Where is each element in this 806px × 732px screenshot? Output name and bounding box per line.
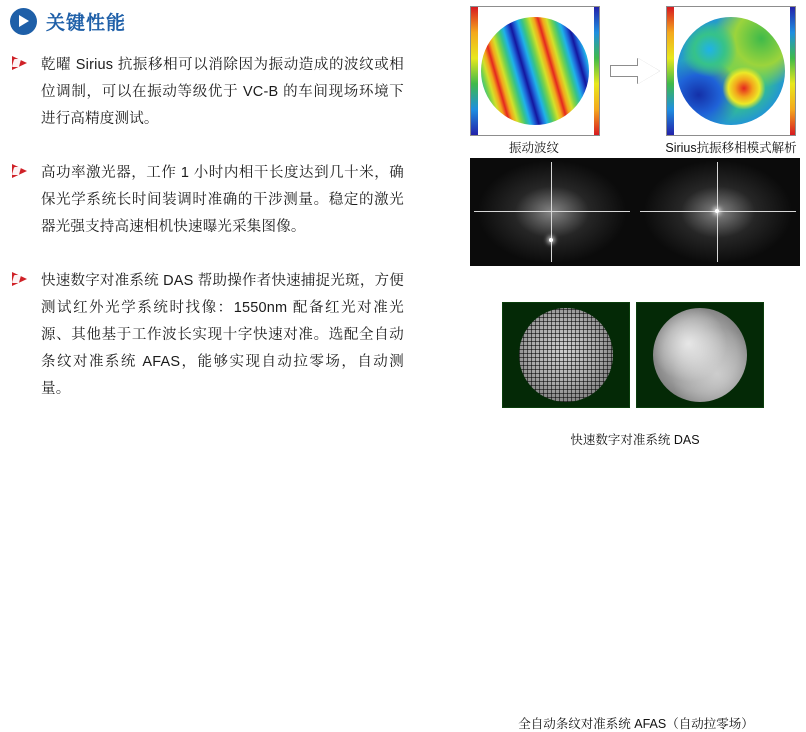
list-item (12, 160, 404, 241)
color-scale-bar (594, 7, 599, 135)
alignment-spot (549, 238, 553, 242)
page-title: 关键性能 (46, 13, 127, 34)
alignment-spot (715, 209, 719, 213)
bullet-text: 快速数字对准系统 DAS 帮助操作者快速捕捉光斑，方便测试红外光学系统时找像：1550nm 配备红光对准光源、其他基于工作波长实现十字快速对准。选配全自动条纹对准系统 AFAS，能够实现自动拉零场，自动测量。 (41, 273, 404, 397)
null-field-pattern (653, 308, 747, 402)
list-item (12, 268, 404, 403)
vibration-fringe-image (470, 6, 600, 136)
color-scale-bar (790, 7, 795, 135)
section-header (10, 8, 126, 35)
bullet-text: 乾曜 Sirius 抗振移相可以消除因为振动造成的波纹或相位调制，可以在振动等级优于 VC-B 的车间现场环境下进行高精度测试。 (41, 57, 404, 127)
play-triangle-icon (10, 8, 37, 35)
red-arrow-bullet-icon (12, 271, 33, 287)
vibration-fringes-figure (470, 6, 800, 155)
figure-caption: 快速数字对准系统 DAS (570, 433, 700, 447)
das-image-right (636, 158, 800, 266)
dense-fringe-pattern (519, 308, 613, 402)
red-arrow-bullet-icon (12, 163, 33, 179)
figure-caption: Sirius抗振移相模式解析 (665, 141, 797, 155)
das-image (470, 158, 800, 266)
surface-map (677, 17, 785, 125)
sirius-resolved-image (666, 6, 796, 136)
color-scale-bar (471, 7, 478, 135)
figure-caption: 振动波纹 (508, 141, 559, 155)
figure-column (462, 0, 806, 731)
figure-caption: 全自动条纹对准系统 AFAS（自动拉零场） (518, 717, 754, 731)
fringe-pattern (481, 17, 589, 125)
bullet-text: 高功率激光器，工作 1 小时内相干长度达到几十米，确保光学系统长时间装调时准确的干涉测量。稳定的激光器光强支持高速相机快速曝光采集图像。 (41, 165, 404, 235)
color-scale-bar (667, 7, 674, 135)
afas-null-image (636, 302, 764, 408)
afas-fringe-image (502, 302, 630, 408)
list-item (12, 52, 404, 133)
right-arrow-icon (610, 58, 662, 84)
text-column (0, 0, 462, 470)
red-arrow-bullet-icon (12, 55, 33, 71)
das-crosshair-figure (470, 158, 800, 447)
das-image-left (470, 158, 634, 266)
